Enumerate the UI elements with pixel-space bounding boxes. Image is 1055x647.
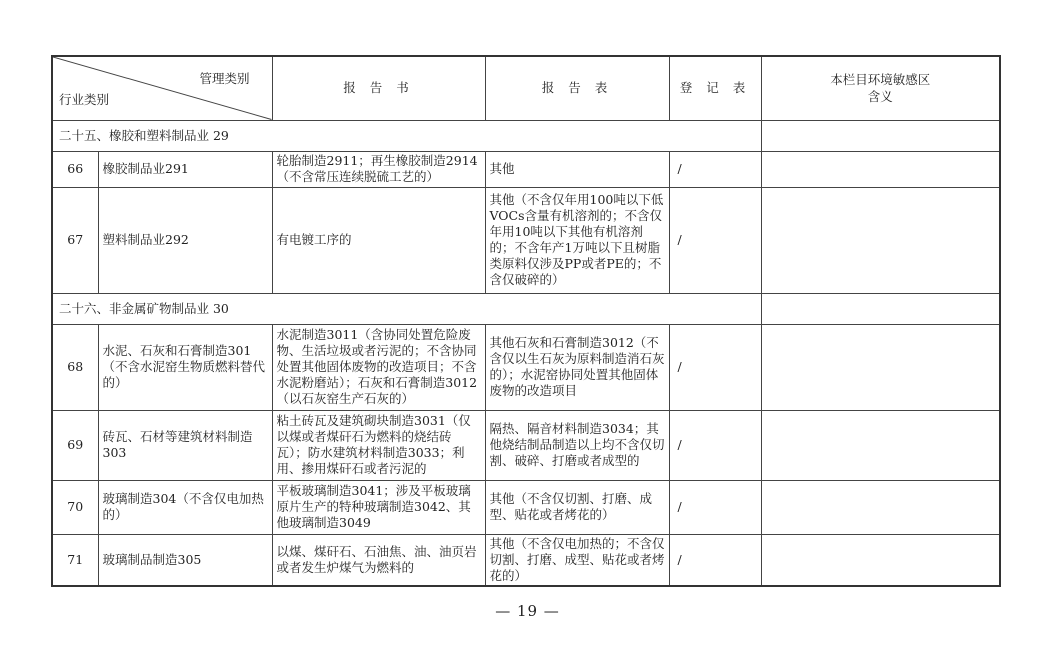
section-title: 二十五、橡胶和塑料制品业 29 [52,120,761,151]
sensitive-cell [761,151,1000,187]
report-form-cell: 其他（不含仅电加热的；不含仅切割、打磨、成型、贴花或者烤花的） [485,534,669,586]
report-form-cell: 其他石灰和石膏制造3012（不含仅以生石灰为原料制造消石灰的）；水泥窑协同处置其他固体废物的改造项目 [485,324,669,410]
header-sensitive-line1: 本栏目环境敏感区 [830,72,931,88]
sensitive-cell [761,324,1000,410]
row-number: 66 [52,151,98,187]
header-report-book: 报 告 书 [272,56,485,120]
page-number: — 19 — [495,602,560,620]
register-cell: / [669,151,761,187]
header-report-form: 报 告 表 [485,56,669,120]
report-book-cell: 水泥制造3011（含协同处置危险废物、生活垃圾或者污泥的；不含协同处置其他固体废物的改造项目；不含水泥粉磨站）；石灰和石膏制造3012（以石灰窑生产石灰的） [272,324,485,410]
report-form-cell: 其他（不含仅年用100吨以下低VOCs含量有机溶剂的；不含仅年用10吨以下其他有机溶剂的；不含年产1万吨以下且树脂类原料仅涉及PP或者PE的；不含仅破碎的） [485,187,669,293]
diagonal-line [53,57,272,120]
report-form-cell: 其他（不含仅切割、打磨、成型、贴花或者烤花的） [485,480,669,534]
industry-cell: 玻璃制造304（不含仅电加热的） [98,480,272,534]
report-book-cell: 轮胎制造2911；再生橡胶制造2914（不含常压连续脱硫工艺的） [272,151,485,187]
register-cell: / [669,480,761,534]
table-row [52,151,1000,187]
row-number: 70 [52,480,98,534]
table-row [52,324,1000,410]
industry-cell: 橡胶制品业291 [98,151,272,187]
section-title: 二十六、非金属矿物制品业 30 [52,293,761,324]
section-row [52,120,1000,151]
row-number: 68 [52,324,98,410]
sensitive-cell [761,410,1000,480]
register-cell: / [669,187,761,293]
sensitive-cell [761,120,1000,151]
report-book-cell: 以煤、煤矸石、石油焦、油、油页岩或者发生炉煤气为燃料的 [272,534,485,586]
report-book-cell: 平板玻璃制造3041；涉及平板玻璃原片生产的特种玻璃制造3042、其他玻璃制造3049 [272,480,485,534]
diagonal-header-cell [52,56,272,120]
sensitive-cell [761,480,1000,534]
industry-cell: 水泥、石灰和石膏制造301（不含水泥窑生物质燃料替代的） [98,324,272,410]
report-book-cell: 有电镀工序的 [272,187,485,293]
sensitive-cell [761,534,1000,586]
report-book-cell: 粘土砖瓦及建筑砌块制造3031（仅以煤或者煤矸石为燃料的烧结砖瓦）；防水建筑材料制造3033；利用、掺用煤矸石或者污泥的 [272,410,485,480]
industry-cell: 玻璃制品制造305 [98,534,272,586]
table-header-row [52,56,1000,120]
table-row [52,480,1000,534]
classification-table [51,55,1001,587]
table-row [52,534,1000,586]
header-sensitive-line2: 含义 [867,89,893,105]
row-number: 69 [52,410,98,480]
report-form-cell: 隔热、隔音材料制造3034；其他烧结制品制造以上均不含仅切割、破碎、打磨或者成型的 [485,410,669,480]
register-cell: / [669,534,761,586]
register-cell: / [669,410,761,480]
row-number: 67 [52,187,98,293]
report-form-cell: 其他 [485,151,669,187]
header-register-form: 登 记 表 [669,56,761,120]
table-row [52,187,1000,293]
row-number: 71 [52,534,98,586]
industry-cell: 塑料制品业292 [98,187,272,293]
sensitive-cell [761,293,1000,324]
header-management-category: 管理类别 [199,71,250,86]
section-row [52,293,1000,324]
table-row [52,410,1000,480]
sensitive-cell [761,187,1000,293]
industry-cell: 砖瓦、石材等建筑材料制造303 [98,410,272,480]
header-industry-category: 行业类别 [59,91,110,107]
header-sensitive-area [761,56,1000,120]
register-cell: / [669,324,761,410]
